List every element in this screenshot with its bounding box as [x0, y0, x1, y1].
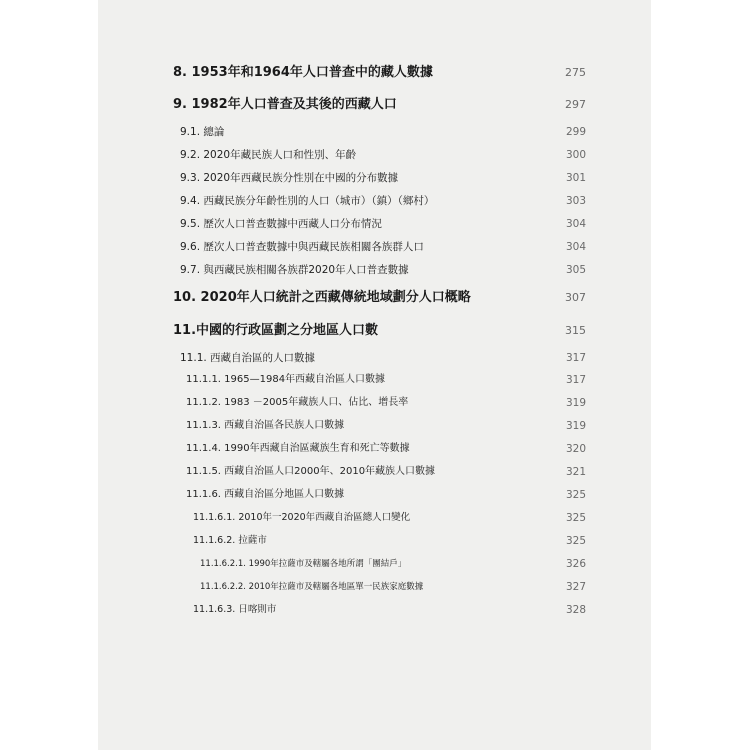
toc-entry-11-1-3[interactable]: [98, 416, 651, 436]
toc-entry-11-1-6-2[interactable]: [98, 531, 651, 551]
toc-entry-chapter-11[interactable]: [98, 321, 651, 341]
toc-entry-page-number: 301: [565, 172, 586, 184]
toc-entry-11-1-1[interactable]: [98, 370, 651, 390]
toc-entry-page-number: 304: [565, 218, 586, 230]
toc-entry-page-number: 325: [565, 512, 586, 524]
toc-entry-page-number: 317: [565, 352, 586, 364]
toc-entry-page-number: 321: [565, 466, 586, 478]
toc-entry-title: 9. 1982年人口普查及其後的西藏人口: [173, 97, 397, 112]
toc-entry-11-1-6-1[interactable]: [98, 508, 651, 528]
toc-entry-title: 11.1.5. 西藏自治區人口2000年、2010年藏族人口數據: [186, 466, 436, 477]
toc-entry-9-3[interactable]: [98, 168, 651, 188]
toc-entry-11-1-4[interactable]: [98, 439, 651, 459]
toc-entry-11-1-5[interactable]: [98, 462, 651, 482]
toc-entry-page-number: 325: [565, 489, 586, 501]
toc-entry-title: 11.中國的行政區劃之分地區人口數: [173, 323, 379, 338]
toc-entry-page-number: 275: [565, 66, 586, 79]
toc-entry-page-number: 300: [565, 149, 586, 161]
toc-entry-11-1-6-2-2[interactable]: [98, 577, 651, 597]
toc-entry-page-number: 325: [565, 535, 586, 547]
toc-entry-title: 11.1.2. 1983 －2005年藏族人口、佔比、增長率: [186, 397, 409, 408]
toc-entry-title: 11.1. 西藏自治區的人口數據: [180, 352, 316, 364]
toc-entry-title: 11.1.6.3. 日喀則市: [193, 604, 277, 615]
toc-entry-title: 9.6. 歷次人口普查數據中與西藏民族相關各族群人口: [180, 241, 424, 253]
toc-entry-11-1-6-3[interactable]: [98, 600, 651, 620]
toc-entry-title: 11.1.3. 西藏自治區各民族人口數據: [186, 420, 345, 431]
table-of-contents: [98, 0, 651, 750]
toc-entry-9-4[interactable]: [98, 191, 651, 211]
toc-entry-chapter-9[interactable]: [98, 95, 651, 115]
toc-entry-page-number: 315: [565, 324, 586, 337]
toc-entry-page-number: 303: [565, 195, 586, 207]
toc-entry-page-number: 307: [565, 291, 586, 304]
toc-entry-11-1-6-2-1[interactable]: [98, 554, 651, 574]
toc-entry-page-number: 319: [565, 397, 586, 409]
toc-entry-chapter-8[interactable]: [98, 63, 651, 83]
toc-entry-title: 9.7. 與西藏民族相關各族群2020年人口普查數據: [180, 264, 409, 276]
toc-entry-page-number: 320: [565, 443, 586, 455]
toc-entry-chapter-10[interactable]: [98, 288, 651, 308]
toc-entry-9-6[interactable]: [98, 237, 651, 257]
toc-entry-page-number: 304: [565, 241, 586, 253]
toc-entry-page-number: 317: [565, 374, 586, 386]
toc-entry-title: 9.5. 歷次人口普查數據中西藏人口分布情況: [180, 218, 382, 230]
toc-entry-page-number: 327: [565, 581, 586, 593]
toc-entry-title: 9.2. 2020年藏民族人口和性別、年齡: [180, 149, 357, 161]
toc-entry-title: 11.1.6.2.2. 2010年拉薩市及轄屬各地區單一民族家庭數據: [200, 582, 424, 592]
toc-entry-title: 9.3. 2020年西藏民族分性別在中國的分布數據: [180, 172, 399, 184]
toc-entry-9-7[interactable]: [98, 260, 651, 280]
toc-entry-page-number: 326: [565, 558, 586, 570]
toc-entry-page-number: 299: [565, 126, 586, 138]
toc-entry-title: 9.4. 西藏民族分年齡性別的人口（城市）（鎮）（鄉村）: [180, 195, 435, 207]
toc-entry-title: 11.1.4. 1990年西藏自治區藏族生育和死亡等數據: [186, 443, 410, 454]
toc-entry-page-number: 328: [565, 604, 586, 616]
toc-entry-title: 11.1.6.2.1. 1990年拉薩市及轄屬各地所謂「團結戶」: [200, 559, 407, 569]
book-page: [98, 0, 651, 750]
toc-entry-title: 11.1.6.1. 2010年一2020年西藏自治區總人口變化: [193, 512, 411, 523]
toc-entry-title: 11.1.6.2. 拉薩市: [193, 535, 267, 546]
toc-entry-title: 8. 1953年和1964年人口普查中的藏人數據: [173, 65, 433, 80]
toc-entry-page-number: 319: [565, 420, 586, 432]
toc-entry-11-1-2[interactable]: [98, 393, 651, 413]
toc-entry-9-5[interactable]: [98, 214, 651, 234]
toc-entry-11-1-6[interactable]: [98, 485, 651, 505]
toc-entry-9-2[interactable]: [98, 145, 651, 165]
toc-entry-11-1[interactable]: [98, 348, 651, 368]
toc-entry-title: 9.1. 總論: [180, 126, 225, 138]
toc-entry-title: 11.1.1. 1965—1984年西藏自治區人口數據: [186, 374, 386, 385]
toc-entry-title: 10. 2020年人口統計之西藏傳統地域劃分人口概略: [173, 290, 471, 305]
toc-entry-9-1[interactable]: [98, 122, 651, 142]
toc-entry-page-number: 297: [565, 98, 586, 111]
toc-entry-page-number: 305: [565, 264, 586, 276]
toc-entry-title: 11.1.6. 西藏自治區分地區人口數據: [186, 489, 345, 500]
